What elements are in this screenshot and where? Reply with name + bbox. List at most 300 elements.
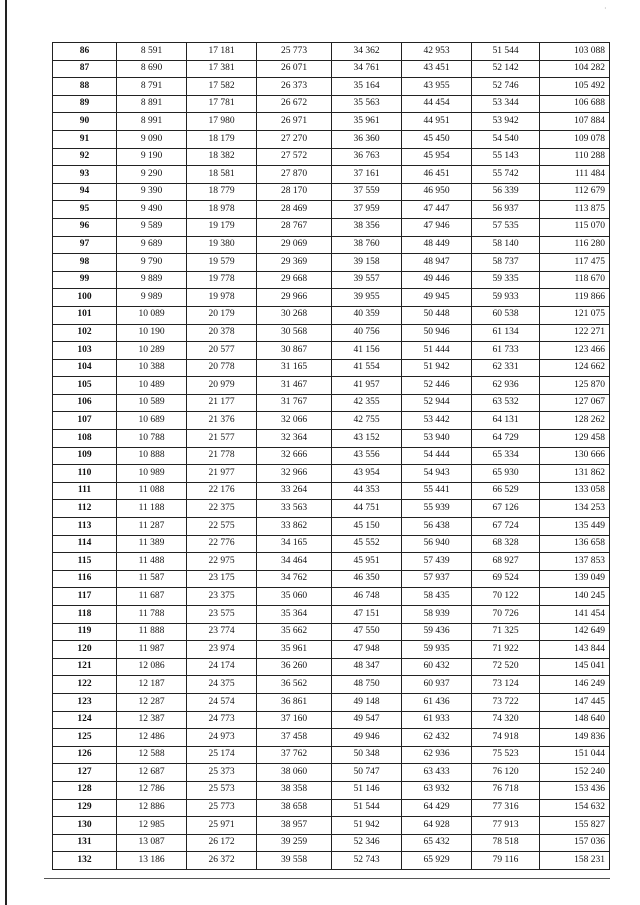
value-cell: 42 355 [332,394,402,412]
table-row [53,817,610,835]
value-cell: 18 382 [187,148,257,166]
value-cell: 24 375 [187,676,257,694]
value-cell: 30 867 [257,342,332,360]
value-cell: 11 587 [117,570,187,588]
value-cell: 35 364 [257,606,332,624]
value-cell: 43 955 [402,78,472,96]
value-cell: 45 450 [402,130,472,148]
value-cell: 45 150 [332,518,402,536]
value-cell: 11 788 [117,606,187,624]
value-cell: 35 164 [332,78,402,96]
value-cell: 73 722 [472,693,540,711]
value-cell: 78 518 [472,834,540,852]
value-cell: 9 889 [117,271,187,289]
row-number-cell: 92 [53,148,117,166]
value-cell: 12 387 [117,711,187,729]
table-row [53,359,610,377]
value-cell: 39 955 [332,289,402,307]
value-cell: 52 944 [402,394,472,412]
value-cell: 17 381 [187,60,257,78]
value-cell: 37 161 [332,166,402,184]
row-number-cell: 115 [53,553,117,571]
row-number-cell: 108 [53,430,117,448]
value-cell: 12 886 [117,799,187,817]
value-cell: 33 563 [257,500,332,518]
value-cell: 21 977 [187,465,257,483]
value-cell: 118 670 [540,271,610,289]
table-row [53,641,610,659]
row-number-cell: 107 [53,412,117,430]
value-cell: 145 041 [540,658,610,676]
value-cell: 48 750 [332,676,402,694]
value-cell: 51 544 [472,43,540,61]
value-cell: 47 946 [402,218,472,236]
value-cell: 37 762 [257,746,332,764]
value-cell: 79 116 [472,852,540,870]
value-cell: 76 120 [472,764,540,782]
table-row [53,746,610,764]
value-cell: 123 466 [540,342,610,360]
row-number-cell: 100 [53,289,117,307]
value-cell: 49 946 [332,729,402,747]
row-number-cell: 109 [53,447,117,465]
value-cell: 28 170 [257,183,332,201]
row-number-cell: 110 [53,465,117,483]
value-cell: 36 763 [332,148,402,166]
value-cell: 22 575 [187,518,257,536]
value-cell: 51 146 [332,781,402,799]
value-cell: 54 943 [402,465,472,483]
value-cell: 128 262 [540,412,610,430]
value-cell: 11 287 [117,518,187,536]
value-cell: 40 359 [332,306,402,324]
value-cell: 9 490 [117,201,187,219]
value-cell: 69 524 [472,570,540,588]
value-cell: 48 449 [402,236,472,254]
table-row [53,148,610,166]
value-cell: 11 188 [117,500,187,518]
row-number-cell: 129 [53,799,117,817]
table-row [53,289,610,307]
value-cell: 50 448 [402,306,472,324]
value-cell: 63 532 [472,394,540,412]
table-row [53,518,610,536]
value-cell: 36 861 [257,693,332,711]
table-row [53,218,610,236]
table-row [53,729,610,747]
value-cell: 112 679 [540,183,610,201]
value-cell: 53 942 [472,113,540,131]
value-cell: 39 557 [332,271,402,289]
value-cell: 25 573 [187,781,257,799]
value-cell: 32 966 [257,465,332,483]
value-cell: 9 989 [117,289,187,307]
value-cell: 135 449 [540,518,610,536]
value-cell: 58 435 [402,588,472,606]
value-cell: 12 287 [117,693,187,711]
row-number-cell: 96 [53,218,117,236]
value-cell: 46 950 [402,183,472,201]
value-cell: 46 748 [332,588,402,606]
value-cell: 65 334 [472,447,540,465]
value-cell: 31 467 [257,377,332,395]
value-cell: 35 961 [257,641,332,659]
table-row [53,254,610,272]
value-cell: 47 447 [402,201,472,219]
table-row [53,412,610,430]
value-cell: 127 067 [540,394,610,412]
value-cell: 41 156 [332,342,402,360]
value-cell: 34 762 [257,570,332,588]
value-cell: 57 937 [402,570,472,588]
value-cell: 18 779 [187,183,257,201]
value-cell: 61 134 [472,324,540,342]
value-cell: 20 979 [187,377,257,395]
value-cell: 38 957 [257,817,332,835]
value-cell: 134 253 [540,500,610,518]
value-cell: 76 718 [472,781,540,799]
table-row [53,394,610,412]
value-cell: 133 058 [540,482,610,500]
value-cell: 33 264 [257,482,332,500]
value-cell: 38 658 [257,799,332,817]
value-cell: 51 942 [402,359,472,377]
value-cell: 53 344 [472,95,540,113]
value-cell: 21 376 [187,412,257,430]
value-cell: 66 529 [472,482,540,500]
value-cell: 10 289 [117,342,187,360]
value-cell: 21 778 [187,447,257,465]
value-cell: 25 773 [187,799,257,817]
value-cell: 9 190 [117,148,187,166]
value-cell: 59 436 [402,623,472,641]
table-row [53,693,610,711]
value-cell: 18 978 [187,201,257,219]
row-number-cell: 114 [53,535,117,553]
value-cell: 24 973 [187,729,257,747]
row-number-cell: 125 [53,729,117,747]
value-cell: 41 554 [332,359,402,377]
row-number-cell: 102 [53,324,117,342]
table-row [53,78,610,96]
value-cell: 129 458 [540,430,610,448]
value-cell: 33 862 [257,518,332,536]
table-row [53,588,610,606]
value-cell: 142 649 [540,623,610,641]
value-cell: 154 632 [540,799,610,817]
value-cell: 38 060 [257,764,332,782]
row-number-cell: 116 [53,570,117,588]
row-number-cell: 131 [53,834,117,852]
row-number-cell: 93 [53,166,117,184]
value-cell: 137 853 [540,553,610,571]
value-cell: 25 373 [187,764,257,782]
value-cell: 62 432 [402,729,472,747]
value-cell: 10 788 [117,430,187,448]
value-cell: 11 488 [117,553,187,571]
row-number-cell: 121 [53,658,117,676]
value-cell: 10 190 [117,324,187,342]
value-cell: 19 579 [187,254,257,272]
value-cell: 57 439 [402,553,472,571]
row-number-cell: 94 [53,183,117,201]
value-cell: 12 187 [117,676,187,694]
value-cell: 29 369 [257,254,332,272]
value-cell: 116 280 [540,236,610,254]
value-cell: 35 060 [257,588,332,606]
row-number-cell: 95 [53,201,117,219]
value-cell: 35 961 [332,113,402,131]
value-cell: 24 174 [187,658,257,676]
value-cell: 20 577 [187,342,257,360]
value-cell: 115 070 [540,218,610,236]
value-cell: 77 913 [472,817,540,835]
value-cell: 131 862 [540,465,610,483]
value-cell: 46 451 [402,166,472,184]
value-cell: 48 347 [332,658,402,676]
value-cell: 43 152 [332,430,402,448]
value-cell: 107 884 [540,113,610,131]
row-number-cell: 123 [53,693,117,711]
value-cell: 38 356 [332,218,402,236]
value-cell: 29 966 [257,289,332,307]
row-number-cell: 122 [53,676,117,694]
value-cell: 113 875 [540,201,610,219]
value-cell: 23 175 [187,570,257,588]
table-row [53,500,610,518]
value-cell: 44 454 [402,95,472,113]
value-table [52,42,610,870]
row-number-cell: 118 [53,606,117,624]
value-cell: 56 438 [402,518,472,536]
value-cell: 58 737 [472,254,540,272]
value-cell: 8 891 [117,95,187,113]
value-cell: 9 689 [117,236,187,254]
value-cell: 54 540 [472,130,540,148]
value-cell: 139 049 [540,570,610,588]
value-cell: 41 957 [332,377,402,395]
value-cell: 8 591 [117,43,187,61]
table-row [53,658,610,676]
value-cell: 67 724 [472,518,540,536]
value-cell: 10 489 [117,377,187,395]
value-cell: 11 389 [117,535,187,553]
value-cell: 50 348 [332,746,402,764]
value-cell: 45 954 [402,148,472,166]
value-cell: 43 556 [332,447,402,465]
value-cell: 105 492 [540,78,610,96]
value-cell: 29 668 [257,271,332,289]
value-cell: 37 160 [257,711,332,729]
value-cell: 44 353 [332,482,402,500]
value-cell: 51 942 [332,817,402,835]
value-cell: 152 240 [540,764,610,782]
row-number-cell: 103 [53,342,117,360]
table-row [53,183,610,201]
value-cell: 25 773 [257,43,332,61]
value-cell: 25 174 [187,746,257,764]
value-cell: 39 158 [332,254,402,272]
value-cell: 40 756 [332,324,402,342]
row-number-cell: 105 [53,377,117,395]
value-cell: 65 432 [402,834,472,852]
value-cell: 63 932 [402,781,472,799]
value-cell: 10 089 [117,306,187,324]
table-row [53,166,610,184]
value-cell: 68 328 [472,535,540,553]
row-number-cell: 101 [53,306,117,324]
value-cell: 37 559 [332,183,402,201]
value-cell: 20 778 [187,359,257,377]
value-cell: 136 658 [540,535,610,553]
value-cell: 70 726 [472,606,540,624]
value-cell: 64 729 [472,430,540,448]
value-cell: 30 268 [257,306,332,324]
value-cell: 10 689 [117,412,187,430]
value-cell: 64 429 [402,799,472,817]
value-cell: 157 036 [540,834,610,852]
value-cell: 19 978 [187,289,257,307]
value-cell: 45 951 [332,553,402,571]
corner-mark: · [604,4,607,13]
value-cell: 44 751 [332,500,402,518]
value-cell: 103 088 [540,43,610,61]
value-cell: 72 520 [472,658,540,676]
table-row [53,430,610,448]
value-cell: 36 360 [332,130,402,148]
value-cell: 19 778 [187,271,257,289]
value-cell: 61 733 [472,342,540,360]
value-cell: 155 827 [540,817,610,835]
row-number-cell: 112 [53,500,117,518]
value-cell: 56 339 [472,183,540,201]
value-cell: 21 577 [187,430,257,448]
value-cell: 9 390 [117,183,187,201]
value-cell: 29 069 [257,236,332,254]
value-cell: 64 131 [472,412,540,430]
value-cell: 12 786 [117,781,187,799]
value-cell: 28 469 [257,201,332,219]
value-cell: 106 688 [540,95,610,113]
left-margin-rule [5,0,7,905]
value-cell: 26 373 [257,78,332,96]
value-cell: 23 575 [187,606,257,624]
value-cell: 50 747 [332,764,402,782]
row-number-cell: 128 [53,781,117,799]
value-cell: 48 947 [402,254,472,272]
value-cell: 31 767 [257,394,332,412]
value-cell: 11 888 [117,623,187,641]
row-number-cell: 86 [53,43,117,61]
table-row [53,676,610,694]
value-cell: 61 436 [402,693,472,711]
value-cell: 149 836 [540,729,610,747]
row-number-cell: 90 [53,113,117,131]
value-cell: 53 442 [402,412,472,430]
value-cell: 71 325 [472,623,540,641]
value-cell: 32 666 [257,447,332,465]
value-cell: 57 535 [472,218,540,236]
value-cell: 17 781 [187,95,257,113]
value-cell: 52 346 [332,834,402,852]
value-cell: 8 791 [117,78,187,96]
table-row [53,799,610,817]
value-cell: 22 776 [187,535,257,553]
value-cell: 60 432 [402,658,472,676]
value-cell: 130 666 [540,447,610,465]
value-cell: 58 939 [402,606,472,624]
value-cell: 140 245 [540,588,610,606]
row-number-cell: 127 [53,764,117,782]
value-cell: 110 288 [540,148,610,166]
value-cell: 158 231 [540,852,610,870]
value-cell: 34 362 [332,43,402,61]
value-cell: 62 936 [472,377,540,395]
value-cell: 12 086 [117,658,187,676]
value-cell: 34 165 [257,535,332,553]
value-cell: 61 933 [402,711,472,729]
value-cell: 39 558 [257,852,332,870]
value-cell: 104 282 [540,60,610,78]
value-cell: 9 589 [117,218,187,236]
value-cell: 8 690 [117,60,187,78]
value-cell: 111 484 [540,166,610,184]
value-cell: 42 755 [332,412,402,430]
value-cell: 35 563 [332,95,402,113]
row-number-cell: 87 [53,60,117,78]
value-cell: 52 743 [332,852,402,870]
table-row [53,130,610,148]
value-cell: 75 523 [472,746,540,764]
value-cell: 12 687 [117,764,187,782]
value-table-container [52,42,609,870]
value-cell: 51 444 [402,342,472,360]
value-cell: 13 186 [117,852,187,870]
table-row [53,377,610,395]
value-cell: 17 980 [187,113,257,131]
value-cell: 39 259 [257,834,332,852]
value-cell: 59 335 [472,271,540,289]
value-cell: 11 987 [117,641,187,659]
bottom-rule [44,878,610,879]
value-cell: 42 953 [402,43,472,61]
value-cell: 63 433 [402,764,472,782]
value-cell: 56 937 [472,201,540,219]
value-cell: 9 290 [117,166,187,184]
value-cell: 74 320 [472,711,540,729]
table-row [53,781,610,799]
row-number-cell: 91 [53,130,117,148]
value-cell: 77 316 [472,799,540,817]
value-cell: 71 922 [472,641,540,659]
value-cell: 24 574 [187,693,257,711]
value-cell: 20 179 [187,306,257,324]
row-number-cell: 104 [53,359,117,377]
value-cell: 55 742 [472,166,540,184]
row-number-cell: 89 [53,95,117,113]
value-cell: 62 936 [402,746,472,764]
value-cell: 36 260 [257,658,332,676]
value-cell: 60 937 [402,676,472,694]
row-number-cell: 120 [53,641,117,659]
row-number-cell: 98 [53,254,117,272]
table-row [53,764,610,782]
value-cell: 64 928 [402,817,472,835]
value-cell: 55 939 [402,500,472,518]
value-cell: 10 888 [117,447,187,465]
value-cell: 50 946 [402,324,472,342]
value-cell: 37 458 [257,729,332,747]
